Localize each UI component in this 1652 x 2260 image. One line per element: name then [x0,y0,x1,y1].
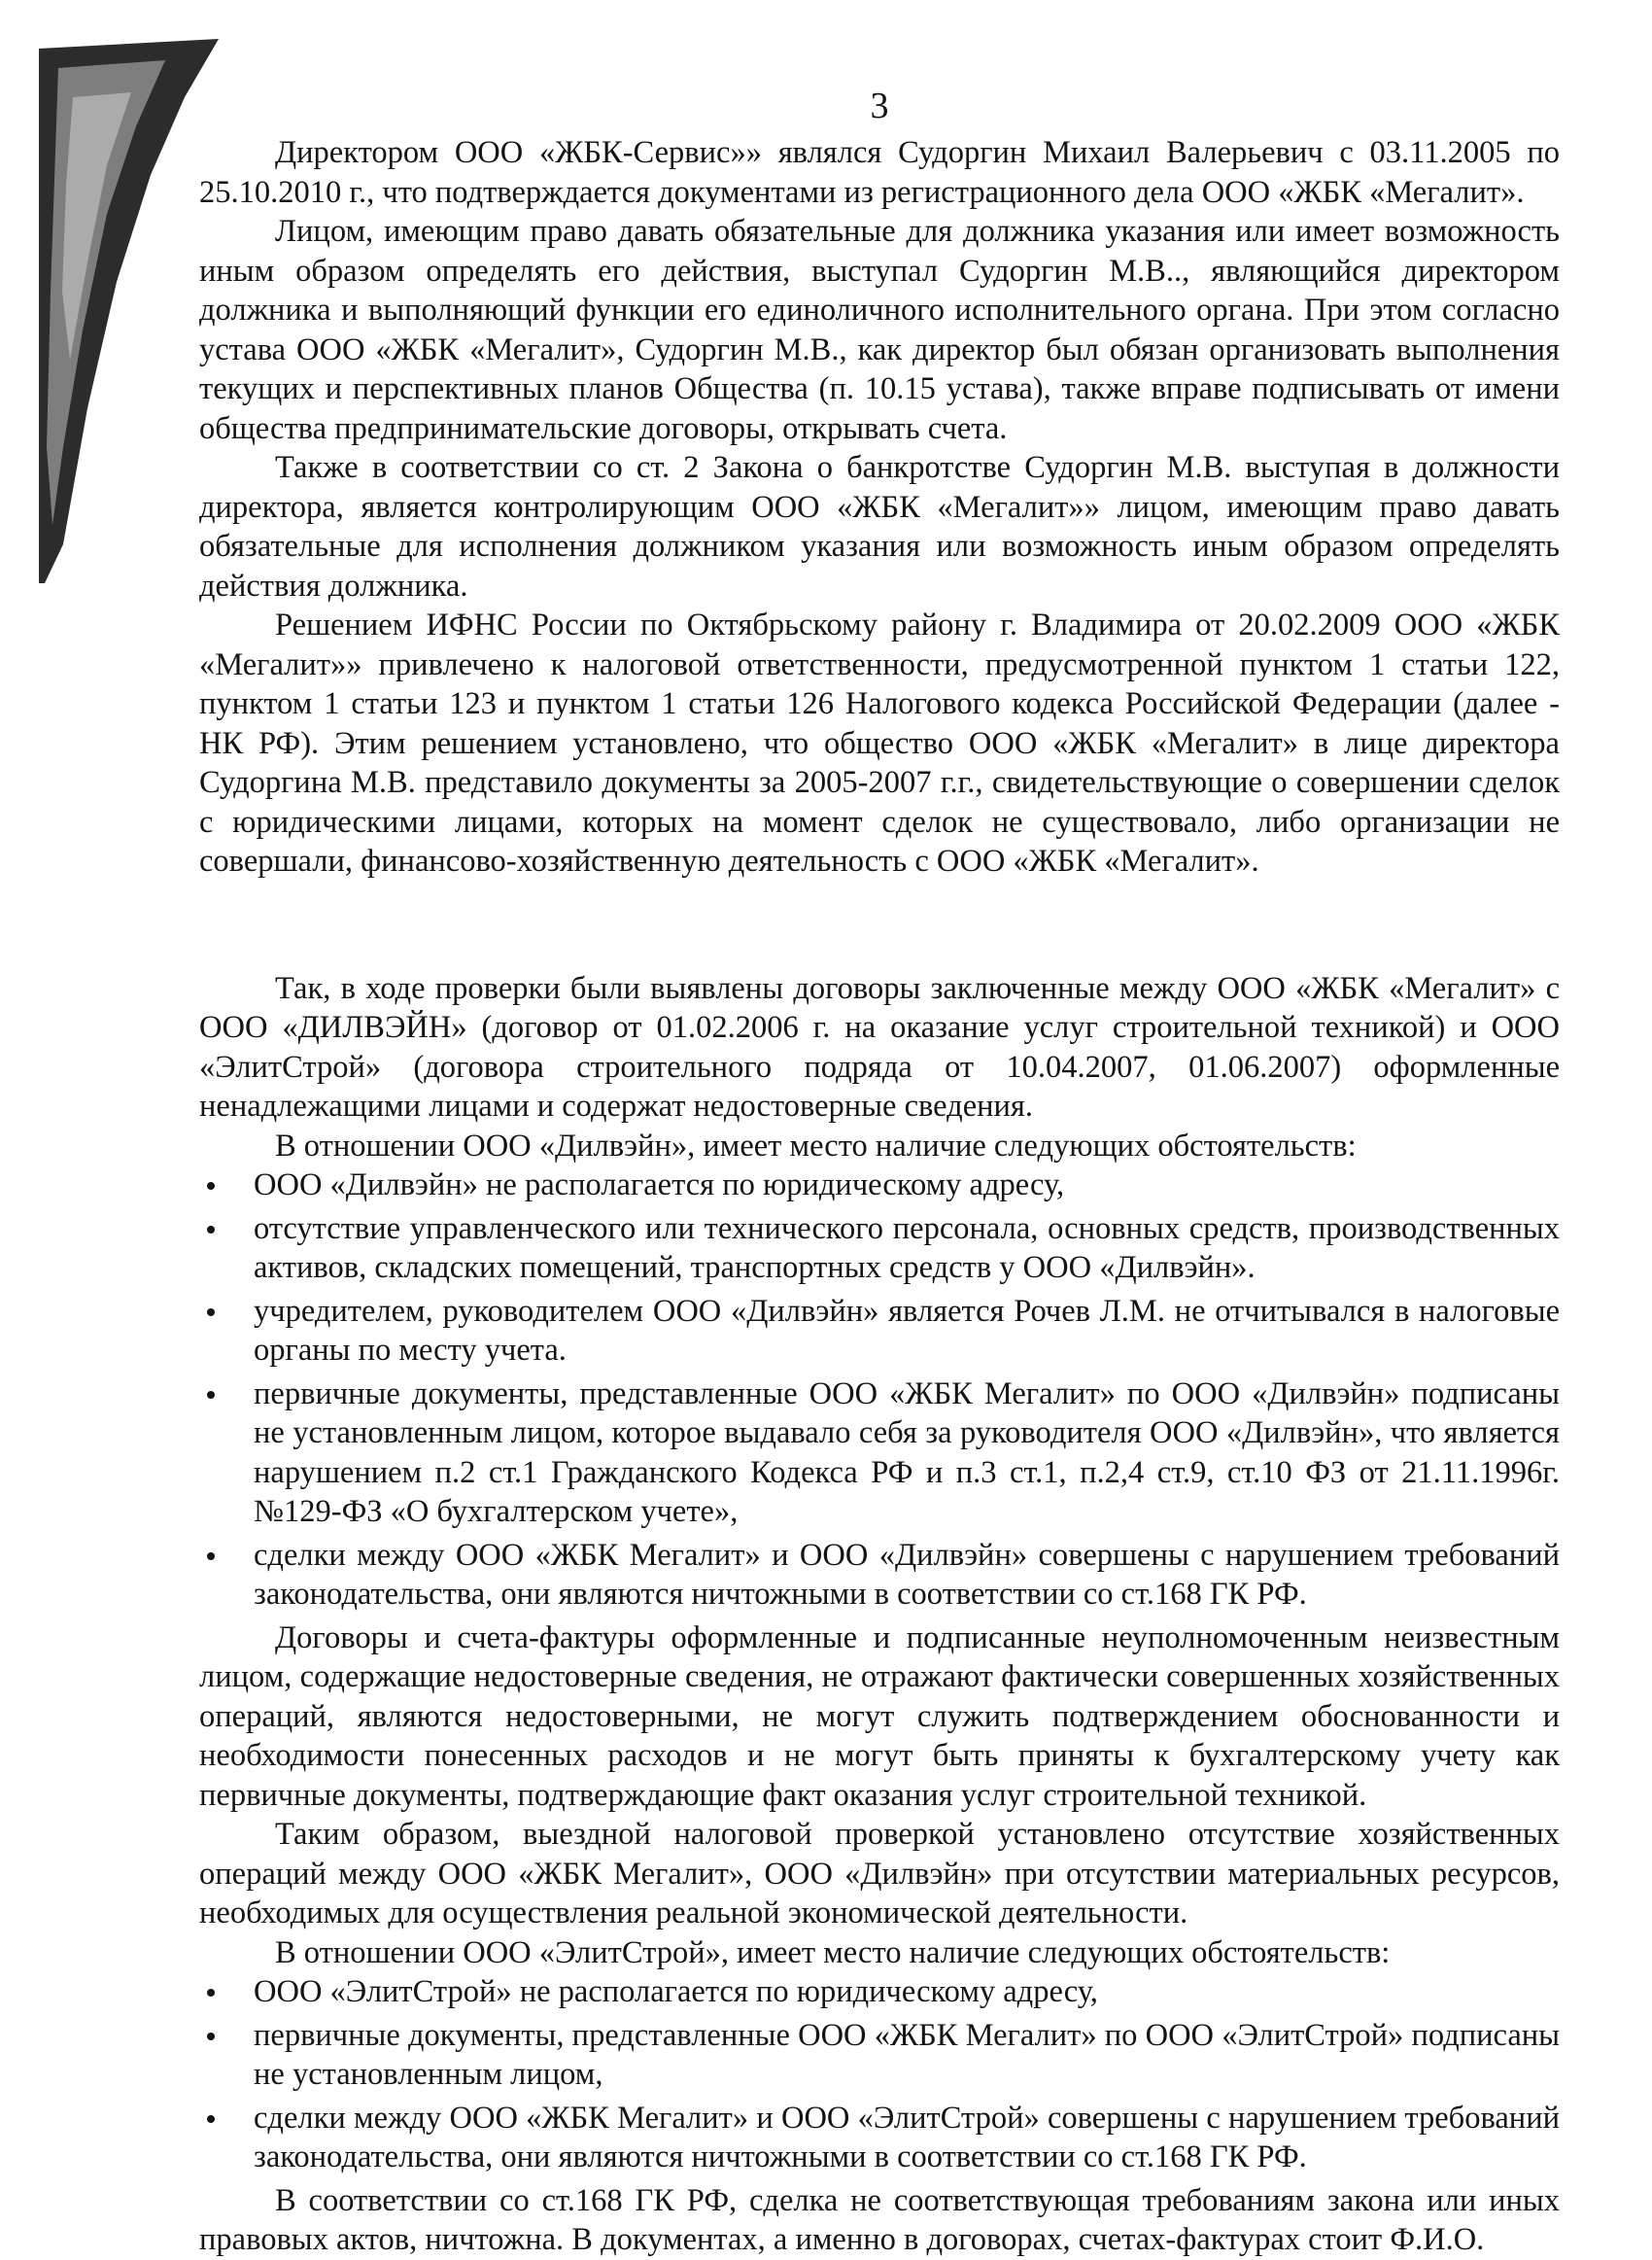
page-number: 3 [870,86,889,126]
paragraph-ifns-decision: Решением ИФНС России по Октябрьскому району г. Владимира от 20.02.2009 ООО «ЖБК «Мегалит»» привлечено к налоговой ответственности, предусмотренной пунктом 1 статьи 122, пунктом 1 статьи 123 и пунктом 1 статьи 126 Налогового кодекса Российской Федерации (далее - НК РФ). Этим решением установлено, что общество ООО «ЖБК «Мегалит» в лице директора Судоргина М.В. представило документы за 2005-2007 г.г., свидетельствующие о совершении сделок с юридическими лицами, которых на момент сделок не существовало, либо организации не совершали, финансово-хозяйственную деятельность с ООО «ЖБК «Мегалит». [199,608,1560,879]
list-dilvein-circumstances [199,1165,1560,1615]
list-item-text: сделки между ООО «ЖБК Мегалит» и ООО «Дилвэйн» совершены с нарушением требований законодательства, они являются ничтожными в соответствии со ст.168 ГК РФ. [254,1537,1560,1612]
list-item-text: первичные документы, представленные ООО «ЖБК Мегалит» по ООО «ЭлитСтрой» подписаны не установленным лицом, [254,2017,1560,2092]
list-elitstroy-circumstances [199,1972,1560,2177]
list-item [199,1165,1560,1205]
list-item-text: ООО «Дилвэйн» не располагается по юридическому адресу, [254,1167,1065,1202]
bullet-icon [207,1182,215,1190]
paragraph-contracts-found: Так, в ходе проверки были выявлены договоры заключенные между ООО «ЖБК «Мегалит» с ООО «ДИЛВЭЙН» (договор от 01.02.2006 г. на оказание услуг строительной техникой) и ООО «ЭлитСтрой» (договора строительного подряда от 10.04.2007, 01.06.2007) оформленные ненадлежащими лицами и содержат недостоверные сведения. [199,970,1560,1124]
paragraph-invalid-documents: Договоры и счета-фактуры оформленные и подписанные неуполномоченным неизвестным лицом, содержащие недостоверные сведения, не отражают фактически совершенных хозяйственных операций, являются недостоверными, не могут служить подтверждением обоснованности и необходимости понесенных расходов и не могут быть приняты к бухгалтерскому учету как первичные документы, подтверждающие факт оказания услуг строительной техникой. [199,1619,1560,1813]
paragraph-audit-conclusion: Таким образом, выездной налоговой проверкой установлено отсутствие хозяйственных операций между ООО «ЖБК Мегалит», ООО «Дилвэйн» при отсутствии материальных ресурсов, необходимых для осуществления реальной экономической деятельности. [199,1817,1560,1930]
list-item [199,1292,1560,1371]
paragraph-elitstroy-intro: В отношении ООО «ЭлитСтрой», имеет место наличие следующих обстоятельств: [275,1934,1391,1970]
bullet-icon [207,1989,215,1997]
bullet-icon [207,1552,215,1560]
bullet-icon [207,2115,215,2123]
scan-edge-mark [39,39,224,583]
list-item-text: первичные документы, представленные ООО «ЖБК Мегалит» по ООО «Дилвэйн» подписаны не установленным лицом, которое выдавало себя за руководителя ООО «Дилвэйн», что является нарушением п.2 ст.1 Гражданского Кодекса РФ и п.3 ст.1, п.2,4 ст.9, ст.10 ФЗ от 21.11.1996г. №129-ФЗ «О бухгалтерском учете», [254,1375,1560,1529]
document-page [199,83,1560,2260]
list-item-text: учредителем, руководителем ООО «Дилвэйн» является Рочев Л.М. не отчитывался в налоговые органы по месту учета. [254,1293,1560,1368]
paragraph-article-168: В соответствии со ст.168 ГК РФ, сделка не соответствующая требованиям закона или иных правовых актов, ничтожна. В документах, а именно в договорах, счетах-фактурах стоит Ф.И.О. [199,2182,1560,2257]
bullet-icon [207,1308,215,1316]
list-item-text: отсутствие управленческого или технического персонала, основных средств, производственных активов, складских помещений, транспортных средств у ООО «Дилвэйн». [254,1210,1560,1285]
section-gap [199,882,1560,969]
bullet-icon [207,1391,215,1399]
list-item [199,1374,1560,1532]
list-item-text: сделки между ООО «ЖБК Мегалит» и ООО «ЭлитСтрой» совершены с нарушением требований законодательства, они являются ничтожными в соответствии со ст.168 ГК РФ. [254,2100,1560,2174]
list-item-text: ООО «ЭлитСтрой» не располагается по юридическому адресу, [254,1974,1098,2009]
paragraph-dilvein-intro: В отношении ООО «Дилвэйн», имеет место наличие следующих обстоятельств: [275,1128,1357,1164]
list-item [199,2016,1560,2095]
list-item [199,1536,1560,1615]
paragraph-controlling-person: Лицом, имеющим право давать обязательные для должника указания или имеет возможность иным образом определять его действия, выступал Судоргин М.В.., являющийся директором должника и выполняющий функции его единоличного исполнительного органа. При этом согласно устава ООО «ЖБК «Мегалит», Судоргин М.В., как директор был обязан организовать выполнения текущих и перспективных планов Общества (п. 10.15 устава), также вправе подписывать от имени общества предпринимательские договоры, открывать счета. [199,214,1560,446]
list-item [199,2099,1560,2177]
list-item [199,1972,1560,2012]
paragraph-director: Директором ООО «ЖБК-Сервис»» являлся Судоргин Михаил Валерьевич с 03.11.2005 по 25.10.2010 г., что подтверждается документами из регистрационного дела ООО «ЖБК «Мегалит». [199,135,1560,210]
bullet-icon [207,1226,215,1234]
bullet-icon [207,2033,215,2040]
paragraph-bankruptcy-law: Также в соответствии со ст. 2 Закона о банкротстве Судоргин М.В. выступая в должности директора, является контролирующим ООО «ЖБК «Мегалит»» лицом, имеющим право давать обязательные для исполнения должником указания или возможность иным образом определять действия должника. [199,450,1560,604]
list-item [199,1209,1560,1288]
